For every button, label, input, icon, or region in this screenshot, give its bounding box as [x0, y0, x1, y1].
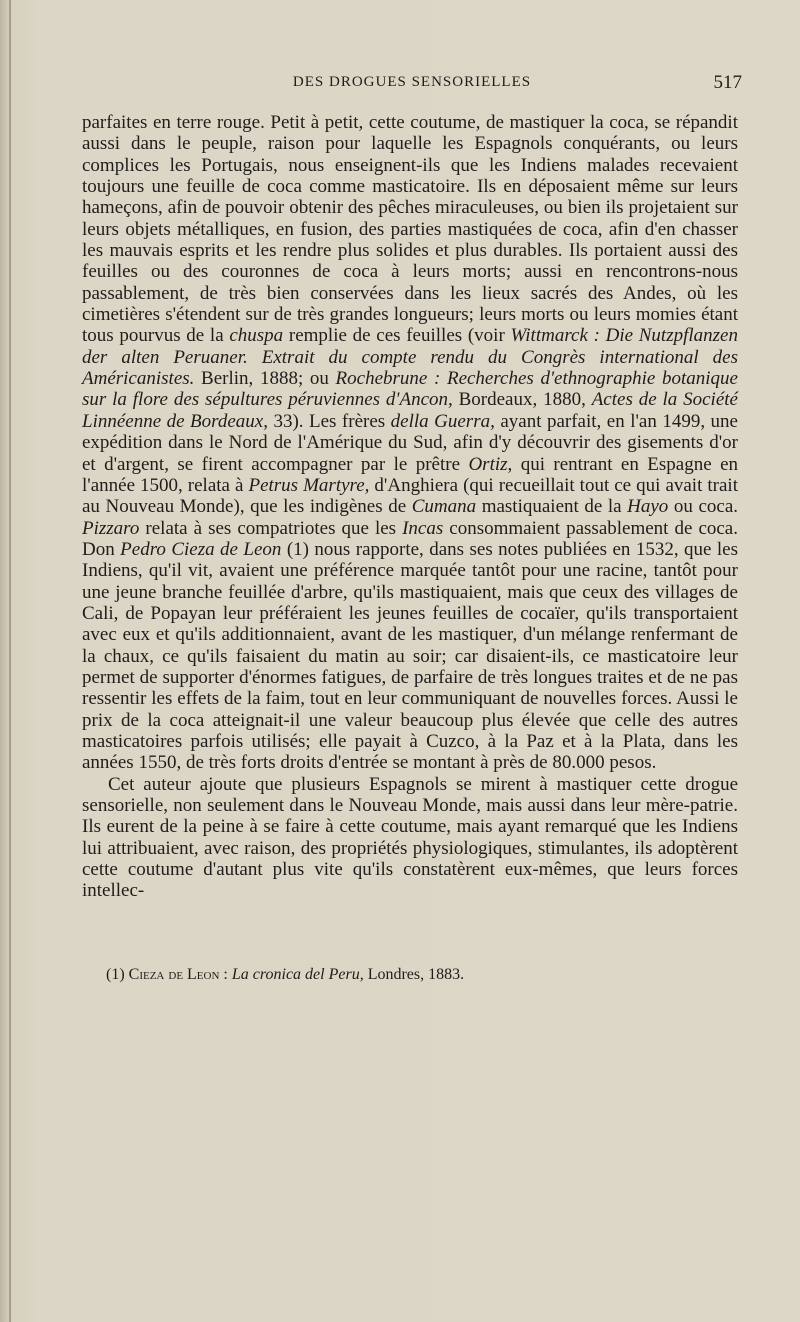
italic-name: Petrus Martyre, — [248, 474, 370, 496]
text-run: (1) nous rapporte, dans ses notes publiées en 1532, que les Indiens, qu'il vit, avaient une préférence marquée tantôt pour une racine, tantôt pour une jeune branche feuillée d'arbre, qu'ils mastiquaient, mais que ceux des villages de Cali, de Popayan leur préféraient les jeunes feuilles de cocaïer, qu'ils transportaient avec eux et qu'ils additionnaient, avant de les mastiquer, d'un mélange renfermant de la chaux, ce qu'ils faisaient du matin au soir; car disaient-ils, ce masticatoire leur permet de supporter d'énormes fatigues, de parfaire de très longues traites et de ne pas ressentir les effets de la faim, tout en leur communiquant de nouvelles forces. Aussi le prix de la coca atteignait-il une valeur beaucoup plus élevée que celle des autres masticatoires parfois utilisés; elle payait à Cuzco, à la Paz et à la Plata, dans les années 1550, de très forts droits d'entrée se montant à près de 80.000 pesos. — [82, 538, 738, 774]
italic-name: della Guerra, — [390, 410, 495, 432]
text-run: relata à ses compatriotes que les — [139, 517, 403, 539]
page-header — [82, 72, 742, 96]
text-run: parfaites en terre rouge. Petit à petit, cette coutume, de mastiquer la coca, se répandit aussi dans le peuple, raison pour laquelle les Espagnols conquérants, ou leurs complices les Portugais, nous enseignent-ils que les Indiens malades recevaient toujours une feuille de coca comme masticatoire. Ils en déposaient même sur leurs hameçons, afin de pouvoir obtenir des pêches miraculeuses, ou bien ils projetaient sur leurs objets métalliques, en fusion, des parties mastiquées de coca, afin d'en chasser les mauvais esprits et les rendre plus solides et plus durables. Ils portaient aussi des feuilles ou des couronnes de coca à leurs morts; aussi en rencontrons-nous passablement, de très bien conservées dans les lieux sacrés des Andes, où les cimetières s'étendent sur de très grandes longueurs; leurs morts ou leurs momies étant tous pourvus de la — [82, 112, 738, 347]
body-text — [82, 112, 738, 902]
page-spine-edge — [9, 0, 11, 1322]
text-run: remplie de ces feuilles (voir — [283, 325, 511, 347]
italic-citation: Rochebrune : Recherches d'ethnographie botanique sur la flore des sépultures péruviennes d'Ancon, — [82, 368, 738, 411]
text-run: d'Anghiera (qui recueillait tout ce qui avait trait au Nouveau Monde), que les indigènes de — [82, 474, 738, 518]
italic-name: Pedro Cieza de Leon — [120, 538, 282, 560]
page-number: 517 — [713, 72, 742, 93]
footnote-title: La cronica del Peru, — [231, 966, 364, 983]
italic-term: chuspa — [229, 325, 284, 347]
text-run: Bordeaux, 1880, — [452, 389, 592, 411]
footnote-author: Cieza de Leon — [128, 966, 220, 983]
text-run: 33). Les frères — [267, 410, 391, 432]
footnote — [106, 966, 726, 984]
italic-name: Cumana — [411, 496, 477, 518]
footnote-separator: : — [219, 966, 232, 983]
text-run: consommaient passablement de coca. Don — [82, 517, 738, 560]
text-run: ou coca. — [668, 496, 739, 518]
italic-term: Hayo — [627, 496, 669, 518]
footnote-marker: (1) — [106, 966, 125, 983]
paragraph-2: Cet auteur ajoute que plusieurs Espagnols se mirent à mastiquer cette drogue sensorielle, non seulement dans le Nouveau Monde, mais aussi dans leur mère-patrie. Ils eurent de la peine à se faire à cette coutume, mais ayant remarqué que les Indiens lui attribuaient, avec raison, des propriétés physiologiques, stimulantes, ils adoptèrent cette coutume d'autant plus vite qu'ils constatèrent eux-mêmes, que leurs forces intellec- — [82, 773, 738, 902]
italic-citation: Actes de la Société Linnéenne de Bordeaux, — [82, 389, 738, 432]
footnote-rest: Londres, 1883. — [363, 966, 465, 983]
running-title: DES DROGUES SENSORIELLES — [292, 74, 532, 90]
text-run: mastiquaient de la — [476, 496, 628, 518]
paragraph-1 — [82, 112, 738, 774]
text-run: qui rentrant en Espagne en l'année 1500, relata à — [82, 453, 739, 496]
italic-name: Pizzaro — [82, 517, 140, 539]
italic-name: Ortiz, — [468, 453, 513, 475]
text-run: Berlin, 1888; ou — [194, 368, 336, 390]
text-run: ayant parfait, en l'an 1499, une expédition dans le Nord de l'Amérique du Sud, afin d'y découvrir des gisements d'or et d'argent, se firent accompagner par le prêtre — [82, 410, 738, 475]
italic-name: Incas — [402, 517, 444, 539]
italic-citation: Wittmarck : Die Nutzpflanzen der alten Peruaner. Extrait du compte rendu du Congrès international des Américanistes. — [82, 325, 738, 390]
